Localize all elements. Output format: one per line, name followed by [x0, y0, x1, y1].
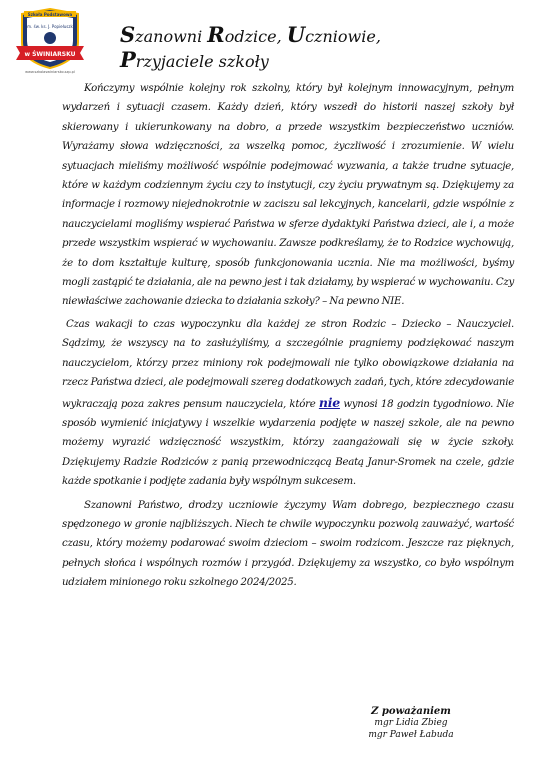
logo-top-text: Szkoła Podstawowa [27, 12, 73, 17]
letter-title [120, 22, 450, 72]
school-logo [12, 6, 88, 70]
title-cap-2: R [207, 22, 225, 47]
logo-middle-text: im. św. ks. J. Popiełuszki [26, 24, 74, 29]
title-cap-4: P [120, 47, 136, 72]
title-word-2: odzice, [224, 27, 287, 46]
title-cap-3: U [286, 22, 306, 47]
signature-block [346, 706, 476, 741]
logo-banner-text: w ŚWINIARSKU [24, 51, 76, 58]
title-word-4: rzyjaciele szkoły [135, 52, 269, 71]
paragraph-3: Szanowni Państwo, drodzy uczniowie życzymy Wam dobrego, bezpiecznego czasu spędzonego w gronie najbliższych. Niech te chwile wypoczynku pozwolą zauważyć, wartość czasu, który możemy podarować swoim dzieciom – swoim rodzicom. Jeszcze raz pięknych, pełnych słońca i wspólnych rozmów i przygód. Dziękujemy za wszystko, co było wspólnym udziałem minionego roku szkolnego 2024/2025. [62, 499, 514, 589]
paragraph-2-part-a: Czas wakacji to czas wypoczynku dla każdej ze stron Rodzic – Dziecko – Nauczyciel. Sądzimy, że wszyscy na to zasłużyliśmy, a szczególnie pragniemy podziękować naszym nauczycielom, którzy przez miniony rok podejmowali nie tylko obowiązkowe działania na rzecz Państwa dzieci, ale podejmowali szereg dodatkowych zadań, tych, które zdecydowanie wykraczają poza zakres pensum nauczyciela, które [62, 318, 514, 410]
logo-url: www.szkolaswiniarsko.szp.pl [25, 70, 75, 74]
title-word-1: zanowni [135, 27, 208, 46]
emphasis-nie: nie [318, 394, 340, 410]
signature-name-2: mgr Paweł Łabuda [368, 730, 454, 740]
signature-name-1: mgr Lidia Zbieg [374, 718, 448, 728]
letter-body [62, 79, 514, 593]
paragraph-2-part-b: wynosi 18 godzin tygodniowo. Nie sposób wymienić inicjatywy i wszelkie wydarzenia podjęte w naszej szkole, ale na pewno możemy wyrazić wdzięczność wszystkim, którzy zaangażowali się w życie szkoły. Dziękujemy Radzie Rodziców z panią przewodniczącą Beatą Janur-Sromek na czele, gdzie każde spotkanie i podjęte zadania były wspólnym sukcesem. [62, 398, 514, 488]
title-cap-1: S [120, 22, 136, 47]
paragraph-1: Kończymy wspólnie kolejny rok szkolny, który był kolejnym innowacyjnym, pełnym wydarzeń i sytuacji czasem. Każdy dzień, który wszedł do historii naszej szkoły był skierowany i ukierunkowany na dobro, a przede wszystkim bezpieczeństwo uczniów. Wyrażamy słowa wdzięczności, za wszelką pomoc, życzliwość i zrozumienie. W wielu sytuacjach mieliśmy możliwość wspólnie podejmować wyzwania, a także trudne sytuacje, które w każdym codziennym życiu czy to instytucji, czy życiu prywatnym są. Dziękujemy za informacje i rozmowy niejednokrotnie w zaciszu sal lekcyjnych, kancelarii, gdzie wspólnie z nauczycielami mogliśmy wspierać Państwa w sferze dydaktyki Państwa dzieci, ale i, a może przede wszystkim wspierać w wychowaniu. Zawsze podkreślamy, że to Rodzice wychowują, że to dom kształtuje kulturę, sposób funkcjonowania ucznia. Nie ma możliwości, byśmy mogli zastąpić te działania, ale na pewno jest i tak działamy, by wspierać w wychowaniu. Czy niewłaściwe zachowanie dziecka to działania szkoły? – Na pewno NIE. [62, 83, 514, 308]
signature-greeting: Z poważaniem [371, 706, 451, 717]
title-word-3: czniowie, [305, 27, 381, 46]
paragraph-2 [62, 315, 514, 492]
